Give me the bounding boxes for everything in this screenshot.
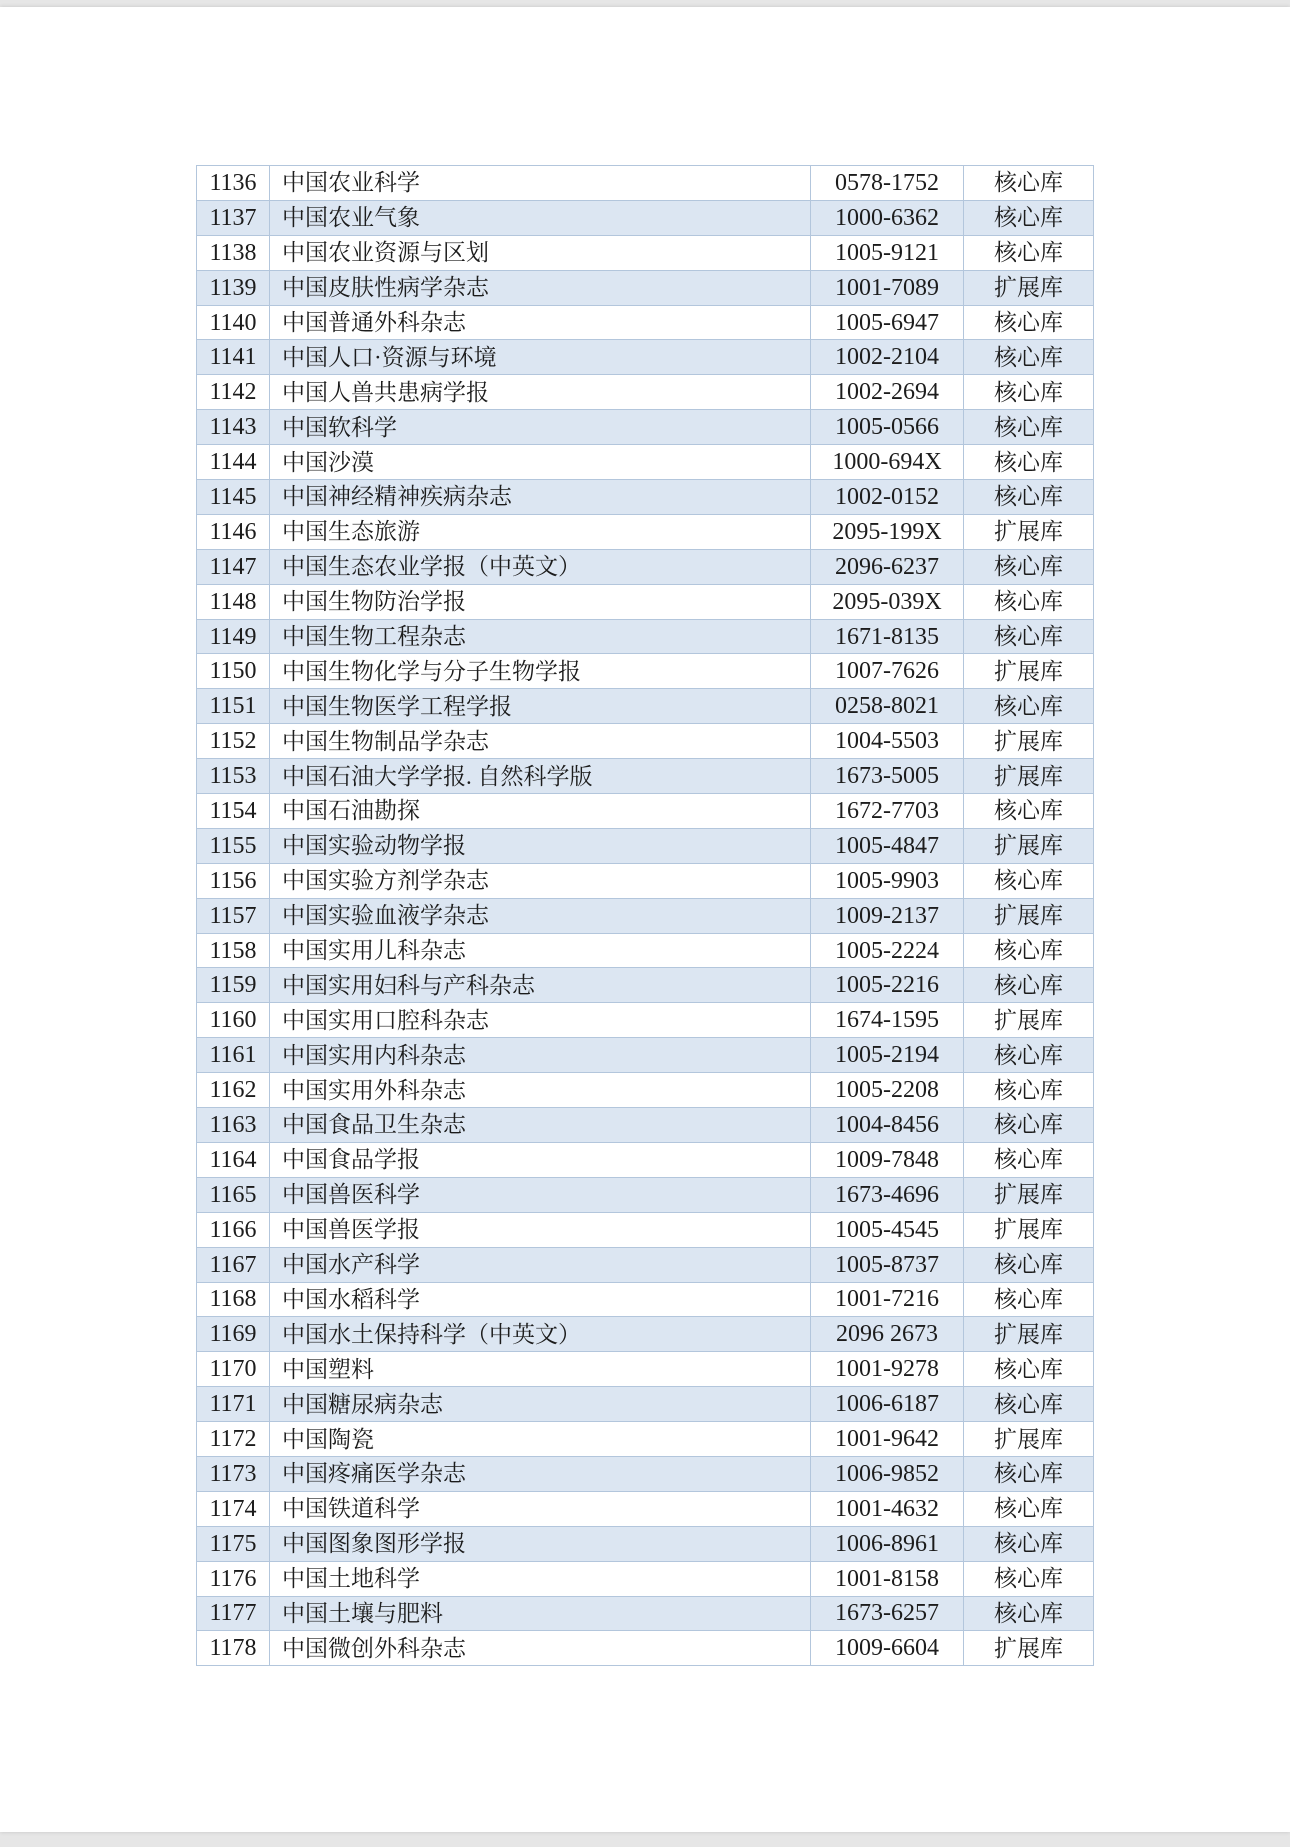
table-row [197,1596,1094,1631]
database-category: 核心库 [964,200,1094,235]
row-number: 1154 [197,794,270,829]
row-number: 1138 [197,235,270,270]
database-category: 核心库 [964,1142,1094,1177]
database-category: 核心库 [964,1108,1094,1143]
issn-number: 1001-4632 [811,1491,964,1526]
issn-number: 1005-2224 [811,933,964,968]
journal-title: 中国生物工程杂志 [270,619,811,654]
database-category: 扩展库 [964,270,1094,305]
table-row [197,968,1094,1003]
database-category: 扩展库 [964,1631,1094,1666]
issn-number: 1004-5503 [811,724,964,759]
database-category: 核心库 [964,235,1094,270]
row-number: 1136 [197,166,270,201]
journal-title: 中国水产科学 [270,1247,811,1282]
database-category: 核心库 [964,619,1094,654]
database-category: 扩展库 [964,898,1094,933]
row-number: 1140 [197,305,270,340]
journal-title: 中国生物防治学报 [270,584,811,619]
table-row [197,1561,1094,1596]
table-row [197,1422,1094,1457]
row-number: 1161 [197,1038,270,1073]
issn-number: 1002-2104 [811,340,964,375]
database-category: 扩展库 [964,1212,1094,1247]
table-row [197,270,1094,305]
journal-title: 中国生态农业学报（中英文） [270,549,811,584]
journal-title: 中国农业气象 [270,200,811,235]
journal-title: 中国食品学报 [270,1142,811,1177]
table-row [197,1317,1094,1352]
database-category: 核心库 [964,1352,1094,1387]
journal-title: 中国石油勘探 [270,794,811,829]
row-number: 1152 [197,724,270,759]
issn-number: 1005-2194 [811,1038,964,1073]
database-category: 扩展库 [964,1177,1094,1212]
row-number: 1173 [197,1456,270,1491]
issn-number: 1009-2137 [811,898,964,933]
issn-number: 2095-199X [811,514,964,549]
row-number: 1146 [197,514,270,549]
table-row [197,1526,1094,1561]
table-row [197,166,1094,201]
issn-number: 1001-9278 [811,1352,964,1387]
database-category: 核心库 [964,1526,1094,1561]
table-row [197,1631,1094,1666]
journal-title: 中国皮肤性病学杂志 [270,270,811,305]
journal-title: 中国实验动物学报 [270,828,811,863]
journal-title: 中国塑料 [270,1352,811,1387]
issn-number: 1005-9903 [811,863,964,898]
row-number: 1170 [197,1352,270,1387]
row-number: 1178 [197,1631,270,1666]
journal-title: 中国疼痛医学杂志 [270,1456,811,1491]
database-category: 核心库 [964,340,1094,375]
journal-title: 中国水土保持科学（中英文） [270,1317,811,1352]
issn-number: 1673-5005 [811,759,964,794]
journal-title: 中国土壤与肥料 [270,1596,811,1631]
issn-number: 1005-4847 [811,828,964,863]
journal-table-body [197,166,1094,1666]
table-row [197,1456,1094,1491]
issn-number: 0258-8021 [811,689,964,724]
database-category: 扩展库 [964,1317,1094,1352]
row-number: 1149 [197,619,270,654]
journal-title: 中国农业科学 [270,166,811,201]
database-category: 核心库 [964,375,1094,410]
issn-number: 1006-9852 [811,1456,964,1491]
issn-number: 1672-7703 [811,794,964,829]
table-row [197,933,1094,968]
issn-number: 1002-2694 [811,375,964,410]
table-row [197,1038,1094,1073]
issn-number: 0578-1752 [811,166,964,201]
table-row [197,340,1094,375]
journal-title: 中国铁道科学 [270,1491,811,1526]
journal-title: 中国软科学 [270,410,811,445]
row-number: 1151 [197,689,270,724]
row-number: 1176 [197,1561,270,1596]
table-row [197,863,1094,898]
database-category: 核心库 [964,863,1094,898]
journal-title: 中国食品卫生杂志 [270,1108,811,1143]
journal-title: 中国人口·资源与环境 [270,340,811,375]
issn-number: 1674-1595 [811,1003,964,1038]
journal-title: 中国石油大学学报. 自然科学版 [270,759,811,794]
table-row [197,1282,1094,1317]
database-category: 核心库 [964,1456,1094,1491]
issn-number: 2096-6237 [811,549,964,584]
table-row [197,480,1094,515]
issn-number: 1000-6362 [811,200,964,235]
row-number: 1141 [197,340,270,375]
journal-title: 中国生物医学工程学报 [270,689,811,724]
journal-title: 中国实用外科杂志 [270,1073,811,1108]
table-row [197,1352,1094,1387]
issn-number: 1001-7216 [811,1282,964,1317]
journal-title: 中国水稻科学 [270,1282,811,1317]
table-row [197,828,1094,863]
database-category: 核心库 [964,689,1094,724]
journal-title: 中国普通外科杂志 [270,305,811,340]
journal-title: 中国图象图形学报 [270,1526,811,1561]
journal-title: 中国生物化学与分子生物学报 [270,654,811,689]
row-number: 1143 [197,410,270,445]
journal-title: 中国神经精神疾病杂志 [270,480,811,515]
database-category: 核心库 [964,480,1094,515]
issn-number: 1006-6187 [811,1387,964,1422]
row-number: 1172 [197,1422,270,1457]
row-number: 1145 [197,480,270,515]
database-category: 扩展库 [964,1003,1094,1038]
table-row [197,1491,1094,1526]
journal-title: 中国糖尿病杂志 [270,1387,811,1422]
database-category: 核心库 [964,1282,1094,1317]
table-row [197,619,1094,654]
issn-number: 1671-8135 [811,619,964,654]
row-number: 1155 [197,828,270,863]
database-category: 核心库 [964,1596,1094,1631]
database-category: 核心库 [964,933,1094,968]
row-number: 1163 [197,1108,270,1143]
database-category: 核心库 [964,794,1094,829]
document-page [0,7,1290,1832]
issn-number: 1001-7089 [811,270,964,305]
issn-number: 1005-6947 [811,305,964,340]
table-row [197,1003,1094,1038]
database-category: 扩展库 [964,828,1094,863]
issn-number: 1009-7848 [811,1142,964,1177]
row-number: 1159 [197,968,270,1003]
issn-number: 1002-0152 [811,480,964,515]
issn-number: 1005-2208 [811,1073,964,1108]
table-row [197,1108,1094,1143]
database-category: 核心库 [964,1387,1094,1422]
row-number: 1171 [197,1387,270,1422]
database-category: 扩展库 [964,759,1094,794]
database-category: 核心库 [964,305,1094,340]
issn-number: 2096 2673 [811,1317,964,1352]
database-category: 扩展库 [964,654,1094,689]
table-row [197,898,1094,933]
row-number: 1147 [197,549,270,584]
table-row [197,584,1094,619]
issn-number: 2095-039X [811,584,964,619]
issn-number: 1004-8456 [811,1108,964,1143]
table-row [197,200,1094,235]
issn-number: 1001-8158 [811,1561,964,1596]
row-number: 1165 [197,1177,270,1212]
row-number: 1168 [197,1282,270,1317]
journal-title: 中国人兽共患病学报 [270,375,811,410]
journal-title: 中国实用口腔科杂志 [270,1003,811,1038]
journal-title: 中国实用妇科与产科杂志 [270,968,811,1003]
row-number: 1144 [197,445,270,480]
row-number: 1139 [197,270,270,305]
database-category: 核心库 [964,410,1094,445]
row-number: 1166 [197,1212,270,1247]
row-number: 1142 [197,375,270,410]
row-number: 1150 [197,654,270,689]
issn-number: 1009-6604 [811,1631,964,1666]
table-row [197,410,1094,445]
row-number: 1162 [197,1073,270,1108]
issn-number: 1005-8737 [811,1247,964,1282]
table-row [197,514,1094,549]
journal-table [196,165,1094,1666]
journal-title: 中国农业资源与区划 [270,235,811,270]
table-row [197,1387,1094,1422]
table-row [197,794,1094,829]
table-row [197,724,1094,759]
row-number: 1137 [197,200,270,235]
row-number: 1160 [197,1003,270,1038]
database-category: 核心库 [964,445,1094,480]
journal-title: 中国生态旅游 [270,514,811,549]
issn-number: 1005-9121 [811,235,964,270]
table-row [197,1247,1094,1282]
issn-number: 1007-7626 [811,654,964,689]
database-category: 扩展库 [964,1422,1094,1457]
database-category: 核心库 [964,968,1094,1003]
table-row [197,235,1094,270]
table-row [197,445,1094,480]
database-category: 核心库 [964,1073,1094,1108]
table-row [197,654,1094,689]
database-category: 核心库 [964,1247,1094,1282]
journal-title: 中国陶瓷 [270,1422,811,1457]
database-category: 核心库 [964,166,1094,201]
journal-title: 中国生物制品学杂志 [270,724,811,759]
issn-number: 1673-6257 [811,1596,964,1631]
database-category: 核心库 [964,1561,1094,1596]
row-number: 1157 [197,898,270,933]
row-number: 1177 [197,1596,270,1631]
journal-title: 中国土地科学 [270,1561,811,1596]
journal-title: 中国实验方剂学杂志 [270,863,811,898]
table-row [197,1073,1094,1108]
journal-title: 中国实用儿科杂志 [270,933,811,968]
database-category: 扩展库 [964,514,1094,549]
issn-number: 1006-8961 [811,1526,964,1561]
database-category: 核心库 [964,549,1094,584]
table-row [197,375,1094,410]
journal-title: 中国沙漠 [270,445,811,480]
issn-number: 1673-4696 [811,1177,964,1212]
issn-number: 1000-694X [811,445,964,480]
journal-title: 中国兽医学报 [270,1212,811,1247]
journal-title: 中国实用内科杂志 [270,1038,811,1073]
database-category: 核心库 [964,1491,1094,1526]
issn-number: 1001-9642 [811,1422,964,1457]
database-category: 核心库 [964,1038,1094,1073]
database-category: 扩展库 [964,724,1094,759]
table-row [197,1142,1094,1177]
table-row [197,759,1094,794]
row-number: 1169 [197,1317,270,1352]
table-row [197,305,1094,340]
journal-title: 中国微创外科杂志 [270,1631,811,1666]
issn-number: 1005-2216 [811,968,964,1003]
journal-title: 中国实验血液学杂志 [270,898,811,933]
row-number: 1164 [197,1142,270,1177]
row-number: 1148 [197,584,270,619]
row-number: 1153 [197,759,270,794]
row-number: 1174 [197,1491,270,1526]
database-category: 核心库 [964,584,1094,619]
row-number: 1175 [197,1526,270,1561]
journal-title: 中国兽医科学 [270,1177,811,1212]
issn-number: 1005-4545 [811,1212,964,1247]
row-number: 1156 [197,863,270,898]
issn-number: 1005-0566 [811,410,964,445]
table-row [197,1212,1094,1247]
row-number: 1167 [197,1247,270,1282]
table-row [197,1177,1094,1212]
row-number: 1158 [197,933,270,968]
table-row [197,549,1094,584]
table-row [197,689,1094,724]
